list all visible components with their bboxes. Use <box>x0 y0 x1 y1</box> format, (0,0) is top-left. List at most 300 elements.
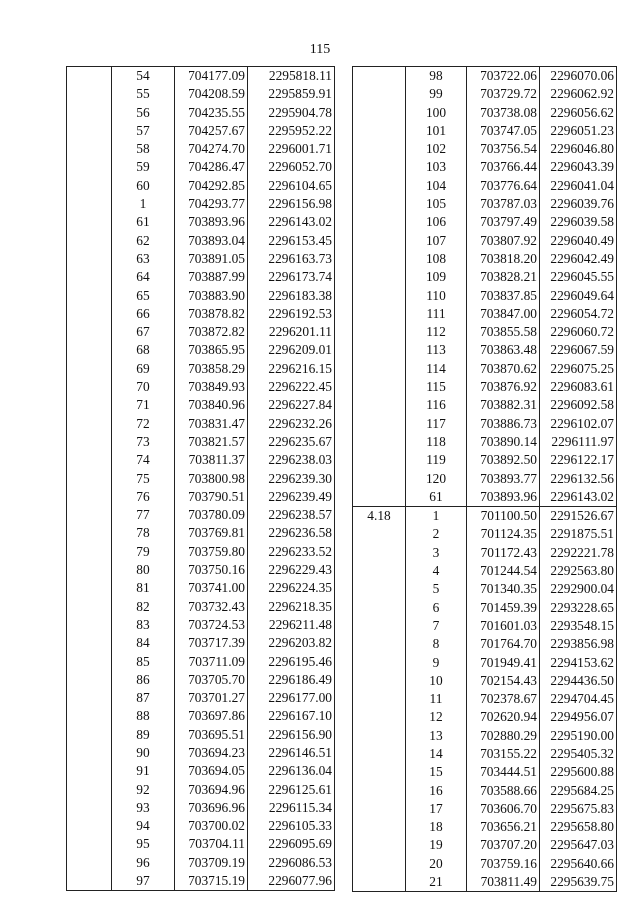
y-coordinate-cell: 2296067.59 <box>540 341 617 359</box>
section-cell <box>67 707 112 725</box>
point-number-cell: 61 <box>112 213 175 231</box>
table-row <box>353 855 617 873</box>
section-cell <box>67 762 112 780</box>
y-coordinate-cell: 2295639.75 <box>540 873 617 892</box>
table-row <box>353 396 617 414</box>
x-coordinate-cell: 703700.02 <box>175 817 248 835</box>
y-coordinate-cell: 2296156.90 <box>248 726 335 744</box>
y-coordinate-cell: 2292563.80 <box>540 562 617 580</box>
x-coordinate-cell: 703694.96 <box>175 781 248 799</box>
point-number-cell: 79 <box>112 543 175 561</box>
table-row <box>353 727 617 745</box>
table-row <box>67 360 335 378</box>
y-coordinate-cell: 2296046.80 <box>540 140 617 158</box>
section-cell <box>67 287 112 305</box>
section-cell <box>67 213 112 231</box>
x-coordinate-cell: 703886.73 <box>467 415 540 433</box>
section-cell <box>353 690 406 708</box>
y-coordinate-cell: 2296156.98 <box>248 195 335 213</box>
point-number-cell: 112 <box>406 323 467 341</box>
section-cell <box>353 195 406 213</box>
y-coordinate-cell: 2296052.70 <box>248 158 335 176</box>
y-coordinate-cell: 2295658.80 <box>540 818 617 836</box>
section-cell <box>67 195 112 213</box>
point-number-cell: 85 <box>112 653 175 671</box>
point-number-cell: 67 <box>112 323 175 341</box>
x-coordinate-cell: 703709.19 <box>175 854 248 872</box>
point-number-cell: 89 <box>112 726 175 744</box>
section-cell <box>353 836 406 854</box>
point-number-cell: 98 <box>406 67 467 86</box>
point-number-cell: 1 <box>112 195 175 213</box>
point-number-cell: 7 <box>406 617 467 635</box>
point-number-cell: 69 <box>112 360 175 378</box>
table-row <box>67 140 335 158</box>
y-coordinate-cell: 2293228.65 <box>540 599 617 617</box>
section-cell <box>67 451 112 469</box>
coordinates-table-left <box>66 66 335 891</box>
section-cell <box>67 744 112 762</box>
point-number-cell: 90 <box>112 744 175 762</box>
point-number-cell: 81 <box>112 579 175 597</box>
y-coordinate-cell: 2296049.64 <box>540 287 617 305</box>
table-row <box>67 689 335 707</box>
x-coordinate-cell: 702378.67 <box>467 690 540 708</box>
section-cell <box>67 817 112 835</box>
table-row <box>67 396 335 414</box>
table-row <box>67 872 335 891</box>
y-coordinate-cell: 2296235.67 <box>248 433 335 451</box>
point-number-cell: 2 <box>406 525 467 543</box>
x-coordinate-cell: 703807.92 <box>467 232 540 250</box>
y-coordinate-cell: 2295818.11 <box>248 67 335 86</box>
section-cell <box>353 67 406 86</box>
x-coordinate-cell: 703855.58 <box>467 323 540 341</box>
point-number-cell: 62 <box>112 232 175 250</box>
x-coordinate-cell: 703711.09 <box>175 653 248 671</box>
section-cell <box>353 727 406 745</box>
table-row <box>67 415 335 433</box>
y-coordinate-cell: 2296201.11 <box>248 323 335 341</box>
section-cell <box>67 250 112 268</box>
table-row <box>67 653 335 671</box>
section-cell <box>67 524 112 542</box>
point-number-cell: 97 <box>112 872 175 891</box>
x-coordinate-cell: 703750.16 <box>175 561 248 579</box>
table-row <box>353 287 617 305</box>
x-coordinate-cell: 701172.43 <box>467 544 540 562</box>
y-coordinate-cell: 2296232.26 <box>248 415 335 433</box>
section-cell <box>67 415 112 433</box>
table-row <box>353 122 617 140</box>
y-coordinate-cell: 2296146.51 <box>248 744 335 762</box>
table-row <box>67 488 335 506</box>
table-row <box>67 598 335 616</box>
table-row <box>353 213 617 231</box>
point-number-cell: 14 <box>406 745 467 763</box>
point-number-cell: 84 <box>112 634 175 652</box>
point-number-cell: 4 <box>406 562 467 580</box>
point-number-cell: 63 <box>112 250 175 268</box>
y-coordinate-cell: 2296222.45 <box>248 378 335 396</box>
x-coordinate-cell: 703828.21 <box>467 268 540 286</box>
x-coordinate-cell: 703893.96 <box>467 488 540 507</box>
x-coordinate-cell: 703694.23 <box>175 744 248 762</box>
section-cell <box>67 85 112 103</box>
table-row <box>67 781 335 799</box>
section-cell <box>67 140 112 158</box>
y-coordinate-cell: 2296102.07 <box>540 415 617 433</box>
y-coordinate-cell: 2296209.01 <box>248 341 335 359</box>
table-row <box>67 671 335 689</box>
x-coordinate-cell: 703759.16 <box>467 855 540 873</box>
y-coordinate-cell: 2296039.58 <box>540 213 617 231</box>
point-number-cell: 13 <box>406 727 467 745</box>
point-number-cell: 6 <box>406 599 467 617</box>
table-row <box>353 617 617 635</box>
table-row <box>353 67 617 86</box>
section-cell <box>353 525 406 543</box>
table-row <box>353 305 617 323</box>
y-coordinate-cell: 2296143.02 <box>540 488 617 507</box>
table-row <box>353 158 617 176</box>
point-number-cell: 17 <box>406 800 467 818</box>
point-number-cell: 71 <box>112 396 175 414</box>
section-cell <box>67 433 112 451</box>
table-row <box>67 85 335 103</box>
x-coordinate-cell: 701459.39 <box>467 599 540 617</box>
point-number-cell: 68 <box>112 341 175 359</box>
x-coordinate-cell: 702154.43 <box>467 672 540 690</box>
section-cell <box>67 470 112 488</box>
section-cell <box>67 579 112 597</box>
y-coordinate-cell: 2296239.49 <box>248 488 335 506</box>
x-coordinate-cell: 703656.21 <box>467 818 540 836</box>
x-coordinate-cell: 702620.94 <box>467 708 540 726</box>
table-row <box>67 323 335 341</box>
section-cell <box>353 360 406 378</box>
point-number-cell: 64 <box>112 268 175 286</box>
x-coordinate-cell: 704286.47 <box>175 158 248 176</box>
y-coordinate-cell: 2296216.15 <box>248 360 335 378</box>
section-cell <box>67 122 112 140</box>
point-number-cell: 74 <box>112 451 175 469</box>
section-cell <box>353 250 406 268</box>
x-coordinate-cell: 703766.44 <box>467 158 540 176</box>
section-cell <box>67 854 112 872</box>
y-coordinate-cell: 2296039.76 <box>540 195 617 213</box>
point-number-cell: 58 <box>112 140 175 158</box>
point-number-cell: 119 <box>406 451 467 469</box>
section-cell <box>67 323 112 341</box>
point-number-cell: 88 <box>112 707 175 725</box>
x-coordinate-cell: 703701.27 <box>175 689 248 707</box>
y-coordinate-cell: 2293548.15 <box>540 617 617 635</box>
y-coordinate-cell: 2296083.61 <box>540 378 617 396</box>
table-row <box>67 561 335 579</box>
x-coordinate-cell: 701244.54 <box>467 562 540 580</box>
section-cell <box>67 689 112 707</box>
section-cell <box>353 323 406 341</box>
table-row <box>67 67 335 86</box>
y-coordinate-cell: 2294704.45 <box>540 690 617 708</box>
table-row <box>67 232 335 250</box>
point-number-cell: 82 <box>112 598 175 616</box>
section-cell <box>353 104 406 122</box>
table-row <box>353 525 617 543</box>
y-coordinate-cell: 2296143.02 <box>248 213 335 231</box>
section-cell <box>353 122 406 140</box>
section-cell <box>353 745 406 763</box>
table-row <box>67 305 335 323</box>
y-coordinate-cell: 2296203.82 <box>248 634 335 652</box>
table-row <box>67 195 335 213</box>
x-coordinate-cell: 703837.85 <box>467 287 540 305</box>
y-coordinate-cell: 2295675.83 <box>540 800 617 818</box>
table-row <box>353 378 617 396</box>
section-cell <box>353 562 406 580</box>
point-number-cell: 106 <box>406 213 467 231</box>
y-coordinate-cell: 2292221.78 <box>540 544 617 562</box>
point-number-cell: 1 <box>406 507 467 526</box>
point-number-cell: 113 <box>406 341 467 359</box>
section-cell <box>67 305 112 323</box>
section-cell <box>353 544 406 562</box>
point-number-cell: 9 <box>406 654 467 672</box>
point-number-cell: 93 <box>112 799 175 817</box>
y-coordinate-cell: 2296218.35 <box>248 598 335 616</box>
table-row <box>353 800 617 818</box>
section-cell <box>67 799 112 817</box>
section-cell <box>353 341 406 359</box>
point-number-cell: 115 <box>406 378 467 396</box>
x-coordinate-cell: 703870.62 <box>467 360 540 378</box>
point-number-cell: 116 <box>406 396 467 414</box>
x-coordinate-cell: 703863.48 <box>467 341 540 359</box>
point-number-cell: 19 <box>406 836 467 854</box>
y-coordinate-cell: 2296173.74 <box>248 268 335 286</box>
section-cell <box>67 506 112 524</box>
point-number-cell: 104 <box>406 177 467 195</box>
x-coordinate-cell: 703865.95 <box>175 341 248 359</box>
table-row <box>353 873 617 892</box>
page-number: 115 <box>309 42 331 57</box>
section-cell <box>67 177 112 195</box>
x-coordinate-cell: 703797.49 <box>467 213 540 231</box>
x-coordinate-cell: 703696.96 <box>175 799 248 817</box>
table-row <box>67 470 335 488</box>
table-row <box>67 835 335 853</box>
y-coordinate-cell: 2296183.38 <box>248 287 335 305</box>
x-coordinate-cell: 703722.06 <box>467 67 540 86</box>
section-cell <box>67 634 112 652</box>
table-row <box>353 140 617 158</box>
x-coordinate-cell: 704274.70 <box>175 140 248 158</box>
y-coordinate-cell: 2295859.91 <box>248 85 335 103</box>
table-row <box>353 544 617 562</box>
point-number-cell: 65 <box>112 287 175 305</box>
y-coordinate-cell: 2296153.45 <box>248 232 335 250</box>
section-cell <box>353 158 406 176</box>
table-row <box>353 818 617 836</box>
section-cell <box>67 781 112 799</box>
point-number-cell: 54 <box>112 67 175 86</box>
table-row <box>353 85 617 103</box>
point-number-cell: 87 <box>112 689 175 707</box>
y-coordinate-cell: 2295904.78 <box>248 104 335 122</box>
table-row <box>353 507 617 526</box>
table-row <box>353 451 617 469</box>
y-coordinate-cell: 2296224.35 <box>248 579 335 597</box>
table-row <box>353 580 617 598</box>
x-coordinate-cell: 703847.00 <box>467 305 540 323</box>
point-number-cell: 55 <box>112 85 175 103</box>
section-cell <box>353 232 406 250</box>
section-cell <box>67 671 112 689</box>
point-number-cell: 56 <box>112 104 175 122</box>
section-cell <box>67 653 112 671</box>
section-cell <box>67 158 112 176</box>
point-number-cell: 11 <box>406 690 467 708</box>
x-coordinate-cell: 703840.96 <box>175 396 248 414</box>
point-number-cell: 101 <box>406 122 467 140</box>
section-cell <box>353 451 406 469</box>
y-coordinate-cell: 2296211.48 <box>248 616 335 634</box>
x-coordinate-cell: 703717.39 <box>175 634 248 652</box>
x-coordinate-cell: 703695.51 <box>175 726 248 744</box>
section-cell <box>353 580 406 598</box>
x-coordinate-cell: 704177.09 <box>175 67 248 86</box>
table-row <box>353 654 617 672</box>
section-cell <box>67 488 112 506</box>
y-coordinate-cell: 2296001.71 <box>248 140 335 158</box>
x-coordinate-cell: 703878.82 <box>175 305 248 323</box>
section-cell <box>67 378 112 396</box>
table-row <box>353 836 617 854</box>
section-cell <box>353 654 406 672</box>
table-row <box>67 287 335 305</box>
table-row <box>67 250 335 268</box>
section-cell <box>353 287 406 305</box>
section-cell <box>353 268 406 286</box>
point-number-cell: 108 <box>406 250 467 268</box>
section-cell <box>353 415 406 433</box>
y-coordinate-cell: 2296045.55 <box>540 268 617 286</box>
y-coordinate-cell: 2296095.69 <box>248 835 335 853</box>
section-cell: 4.18 <box>353 507 406 526</box>
table-row <box>67 726 335 744</box>
point-number-cell: 20 <box>406 855 467 873</box>
section-cell <box>353 599 406 617</box>
y-coordinate-cell: 2296041.04 <box>540 177 617 195</box>
table-row <box>353 708 617 726</box>
point-number-cell: 21 <box>406 873 467 892</box>
section-cell <box>353 635 406 653</box>
x-coordinate-cell: 703776.64 <box>467 177 540 195</box>
table-row <box>67 213 335 231</box>
table-row <box>353 635 617 653</box>
point-number-cell: 80 <box>112 561 175 579</box>
coordinates-table-right <box>352 66 617 892</box>
section-cell <box>353 873 406 892</box>
section-cell <box>353 177 406 195</box>
y-coordinate-cell: 2296092.58 <box>540 396 617 414</box>
x-coordinate-cell: 701124.35 <box>467 525 540 543</box>
x-coordinate-cell: 703741.00 <box>175 579 248 597</box>
y-coordinate-cell: 2296239.30 <box>248 470 335 488</box>
table-row <box>67 158 335 176</box>
table-row <box>353 177 617 195</box>
x-coordinate-cell: 703697.86 <box>175 707 248 725</box>
x-coordinate-cell: 703694.05 <box>175 762 248 780</box>
table-row <box>67 177 335 195</box>
point-number-cell: 109 <box>406 268 467 286</box>
y-coordinate-cell: 2296070.06 <box>540 67 617 86</box>
point-number-cell: 120 <box>406 470 467 488</box>
table-row <box>67 506 335 524</box>
y-coordinate-cell: 2296111.97 <box>540 433 617 451</box>
x-coordinate-cell: 703831.47 <box>175 415 248 433</box>
x-coordinate-cell: 703893.96 <box>175 213 248 231</box>
x-coordinate-cell: 703732.43 <box>175 598 248 616</box>
x-coordinate-cell: 703882.31 <box>467 396 540 414</box>
y-coordinate-cell: 2295190.00 <box>540 727 617 745</box>
x-coordinate-cell: 703155.22 <box>467 745 540 763</box>
y-coordinate-cell: 2294153.62 <box>540 654 617 672</box>
y-coordinate-cell: 2296132.56 <box>540 470 617 488</box>
y-coordinate-cell: 2295640.66 <box>540 855 617 873</box>
x-coordinate-cell: 702880.29 <box>467 727 540 745</box>
x-coordinate-cell: 703724.53 <box>175 616 248 634</box>
table-row <box>67 799 335 817</box>
y-coordinate-cell: 2296051.23 <box>540 122 617 140</box>
point-number-cell: 60 <box>112 177 175 195</box>
table-row <box>67 744 335 762</box>
y-coordinate-cell: 2295405.32 <box>540 745 617 763</box>
point-number-cell: 118 <box>406 433 467 451</box>
x-coordinate-cell: 703811.37 <box>175 451 248 469</box>
section-cell <box>67 872 112 891</box>
y-coordinate-cell: 2296122.17 <box>540 451 617 469</box>
section-cell <box>67 396 112 414</box>
point-number-cell: 86 <box>112 671 175 689</box>
x-coordinate-cell: 703588.66 <box>467 782 540 800</box>
x-coordinate-cell: 701100.50 <box>467 507 540 526</box>
y-coordinate-cell: 2291875.51 <box>540 525 617 543</box>
table-row <box>353 250 617 268</box>
y-coordinate-cell: 2296075.25 <box>540 360 617 378</box>
section-cell <box>67 726 112 744</box>
section-cell <box>67 616 112 634</box>
x-coordinate-cell: 703705.70 <box>175 671 248 689</box>
section-cell <box>353 140 406 158</box>
y-coordinate-cell: 2296042.49 <box>540 250 617 268</box>
x-coordinate-cell: 703887.99 <box>175 268 248 286</box>
y-coordinate-cell: 2295952.22 <box>248 122 335 140</box>
section-cell <box>353 782 406 800</box>
section-cell <box>67 598 112 616</box>
y-coordinate-cell: 2296192.53 <box>248 305 335 323</box>
table-row <box>67 341 335 359</box>
table-row <box>353 415 617 433</box>
y-coordinate-cell: 2296054.72 <box>540 305 617 323</box>
x-coordinate-cell: 703821.57 <box>175 433 248 451</box>
point-number-cell: 78 <box>112 524 175 542</box>
x-coordinate-cell: 703876.92 <box>467 378 540 396</box>
y-coordinate-cell: 2296186.49 <box>248 671 335 689</box>
x-coordinate-cell: 703759.80 <box>175 543 248 561</box>
x-coordinate-cell: 703707.20 <box>467 836 540 854</box>
